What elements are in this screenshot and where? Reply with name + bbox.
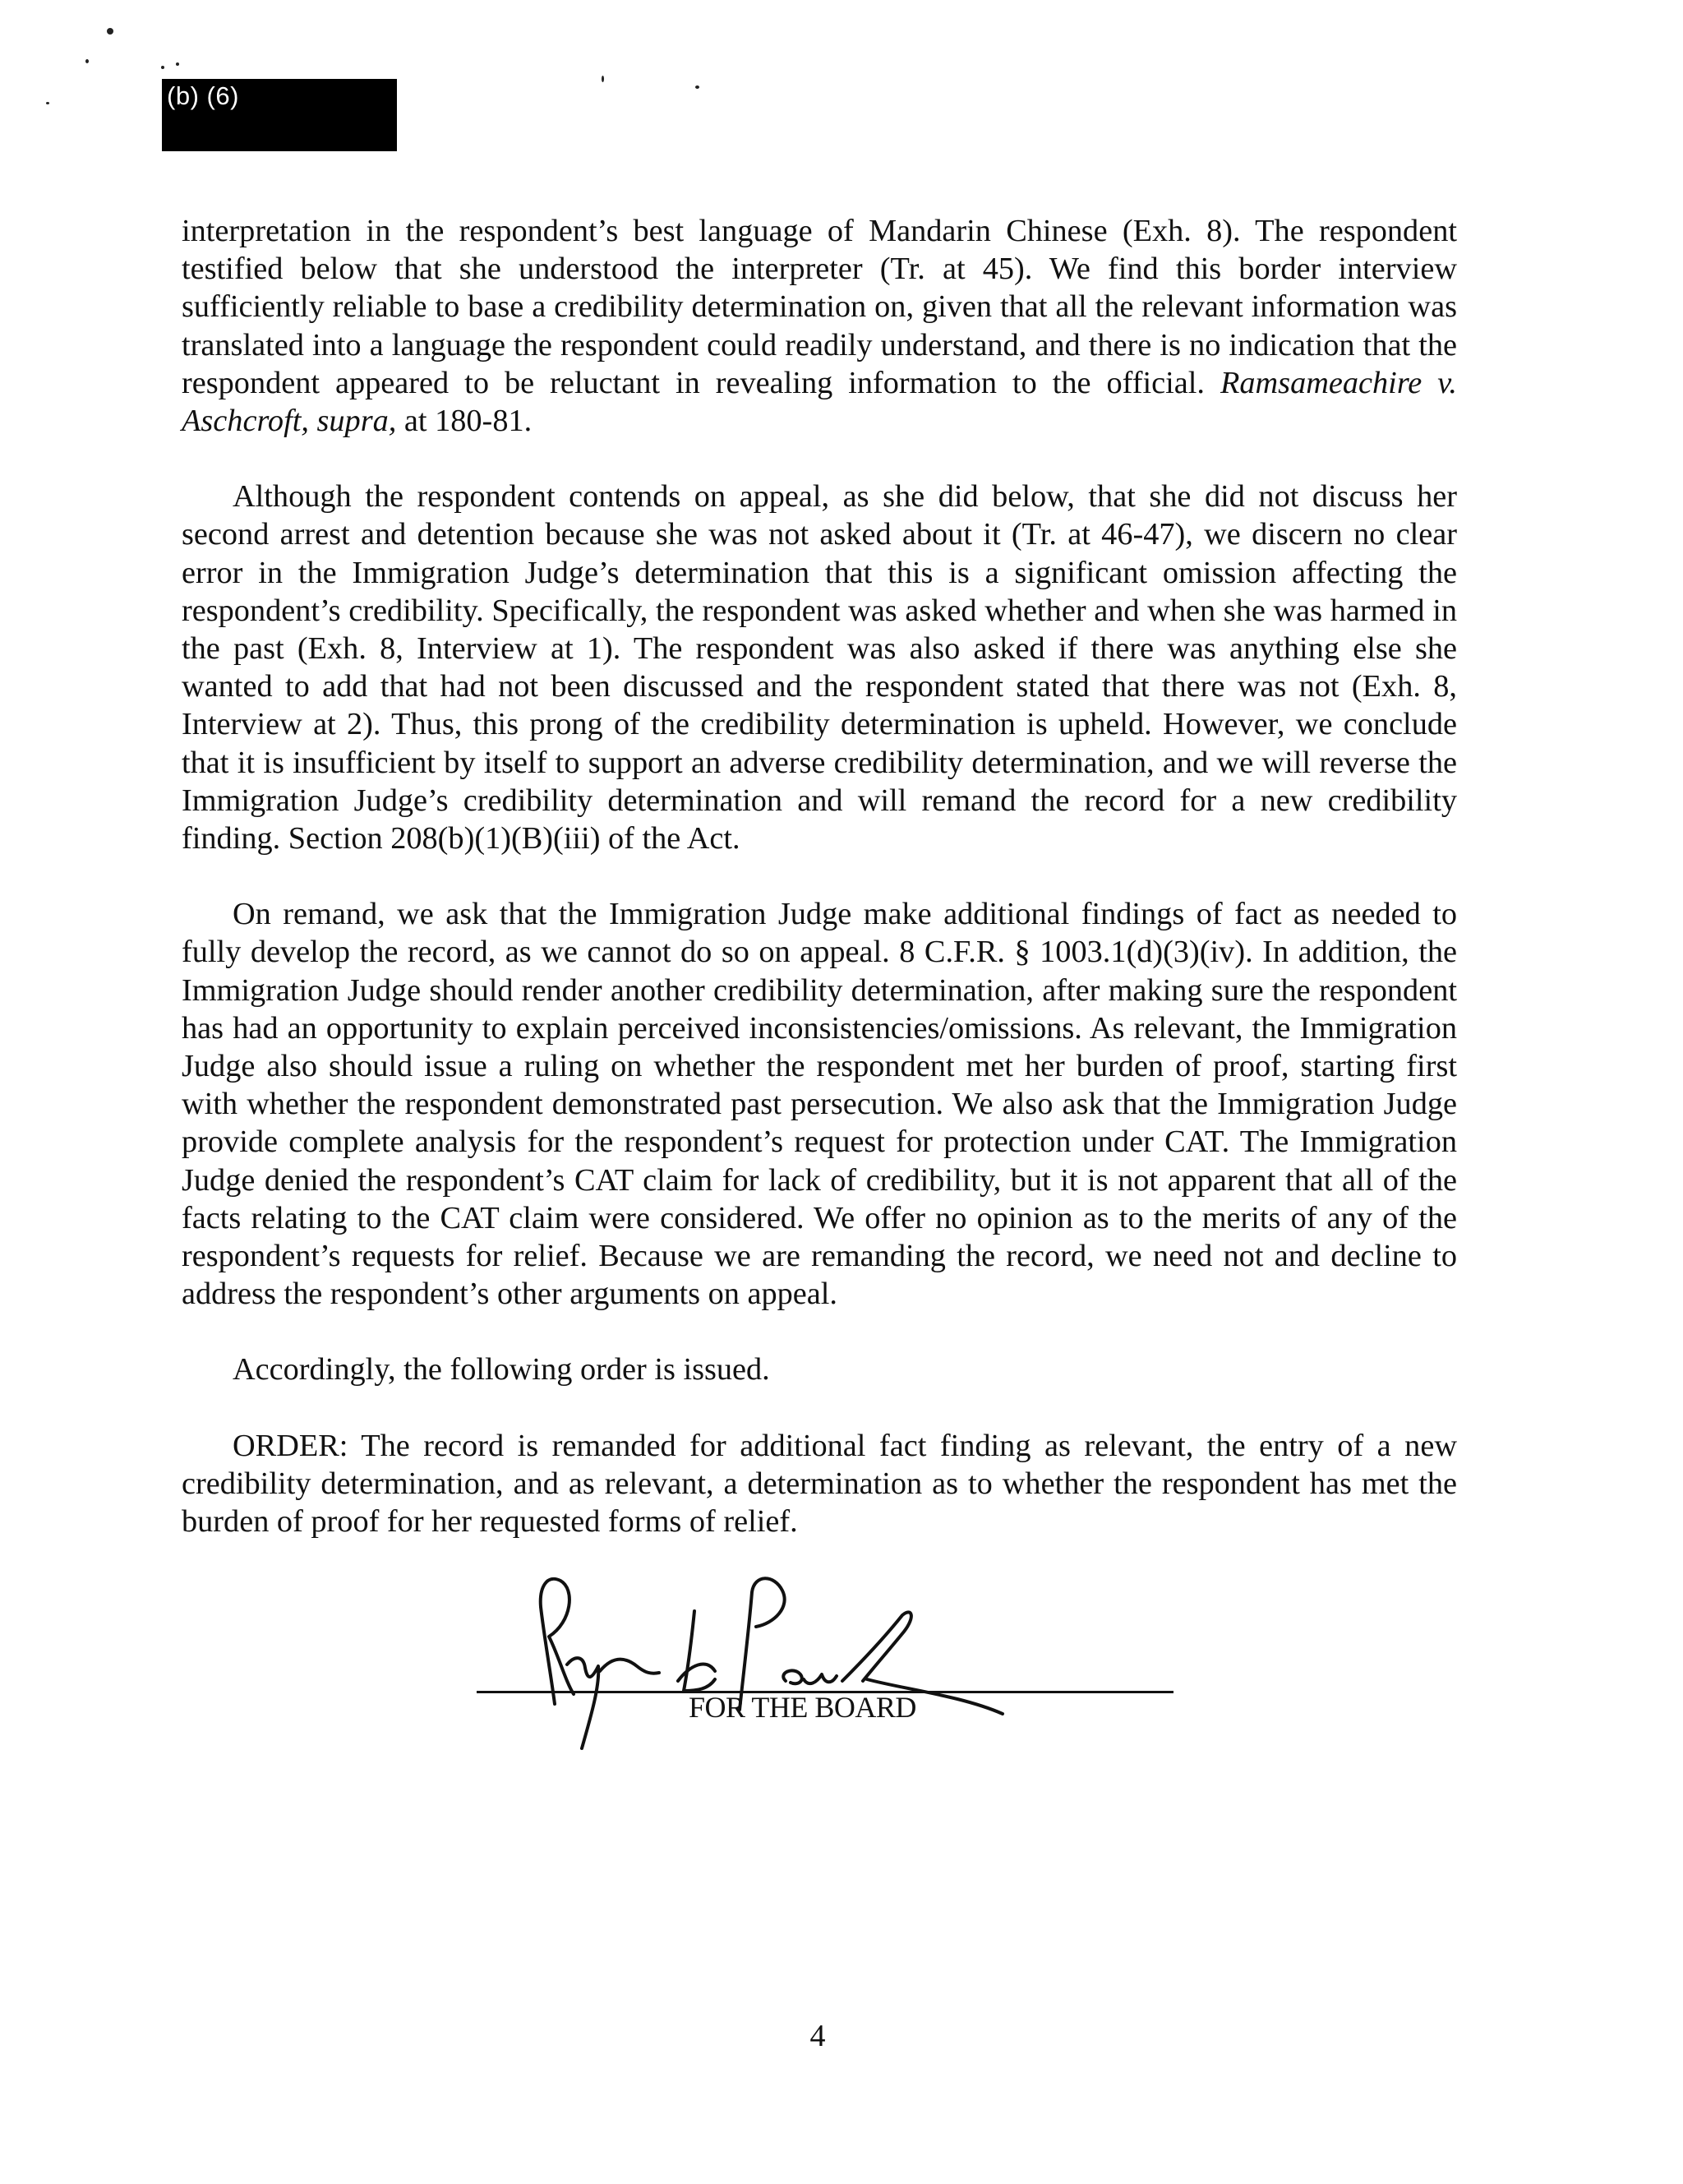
paragraph-text: interpretation in the respondent’s best language of Mandarin Chinese (Exh. 8). The respondent testified below that she understood the interpreter (Tr. at 45). We find this border interview sufficiently reliable to base a credibility determination on, given that all the relevant information was translated into a language the respondent could readily understand, and there is no indication that the respondent appeared to be reluctant in revealing information to the official.: [182, 214, 1457, 400]
case-citation: Ramsameachire v. Aschcroft, supra,: [182, 365, 1458, 439]
scan-speck: [176, 62, 179, 66]
page-number: 4: [809, 2019, 826, 2053]
scan-speck: [602, 76, 604, 82]
scan-speck: [46, 102, 49, 104]
handwritten-signature: [468, 1558, 1175, 1755]
document-body: [182, 212, 1457, 1540]
paragraph-remand: On remand, we ask that the Immigration Judge make additional findings of fact as needed to fully develop the record, as we cannot do so on appeal. 8 C.F.R. § 1003.1(d)(3)(iv). In addition, the Immigration Judge should render another credibility determination, after making sure the respondent has had an opportunity to explain perceived inconsistencies/omissions. As relevant, the Immigration Judge also should issue a ruling on whether the respondent met her burden of proof, starting first with whether the respondent demonstrated past persecution. We also ask that the Immigration Judge provide complete analysis for the respondent’s request for protection under CAT. The Immigration Judge denied the respondent’s CAT claim for lack of credibility, but it is not apparent that all of the facts relating to the CAT claim were considered. We offer no opinion as to the merits of any of the respondent’s requests for relief. Because we are remanding the record, we need not and decline to address the respondent’s other arguments on appeal.: [182, 897, 1457, 1312]
redaction-box: [162, 79, 397, 151]
paragraph-accordingly: Accordingly, the following order is issued.: [233, 1352, 770, 1388]
signature-caption: FOR THE BOARD: [689, 1691, 916, 1724]
redaction-label: (b) (6): [167, 81, 239, 110]
paragraph-omission: Although the respondent contends on appeal, as she did below, that she did not discuss her second arrest and detention because she was not asked about it (Tr. at 46-47), we discern no clear error in the Immigration Judge’s determination that this is a significant omission affecting the respondent’s credibility. Specifically, the respondent was asked whether and when she was harmed in the past (Exh. 8, Interview at 1). The respondent was also asked if there was anything else she wanted to add that had not been discussed and the respondent stated that there was not (Exh. 8, Interview at 2). Thus, this prong of the credibility determination is upheld. However, we conclude that it is insufficient by itself to support an adverse credibility determination, and we will reverse the Immigration Judge’s credibility determination and will remand the record for a new credibility finding. Section 208(b)(1)(B)(iii) of the Act.: [182, 479, 1457, 857]
citation-pages: at 180-81.: [396, 404, 533, 439]
scan-speck: [695, 85, 699, 89]
scan-speck: [85, 59, 89, 63]
scan-speck: [161, 66, 164, 69]
scan-speck: [107, 28, 113, 35]
paragraph-border-interview: [182, 212, 1457, 440]
signature-block: [468, 1558, 1175, 1755]
paragraph-order: ORDER: The record is remanded for additional fact finding as relevant, the entry of a new credibility determination, and as relevant, a determination as to whether the respondent has met the burden of proof for her requested forms of relief.: [182, 1428, 1457, 1540]
